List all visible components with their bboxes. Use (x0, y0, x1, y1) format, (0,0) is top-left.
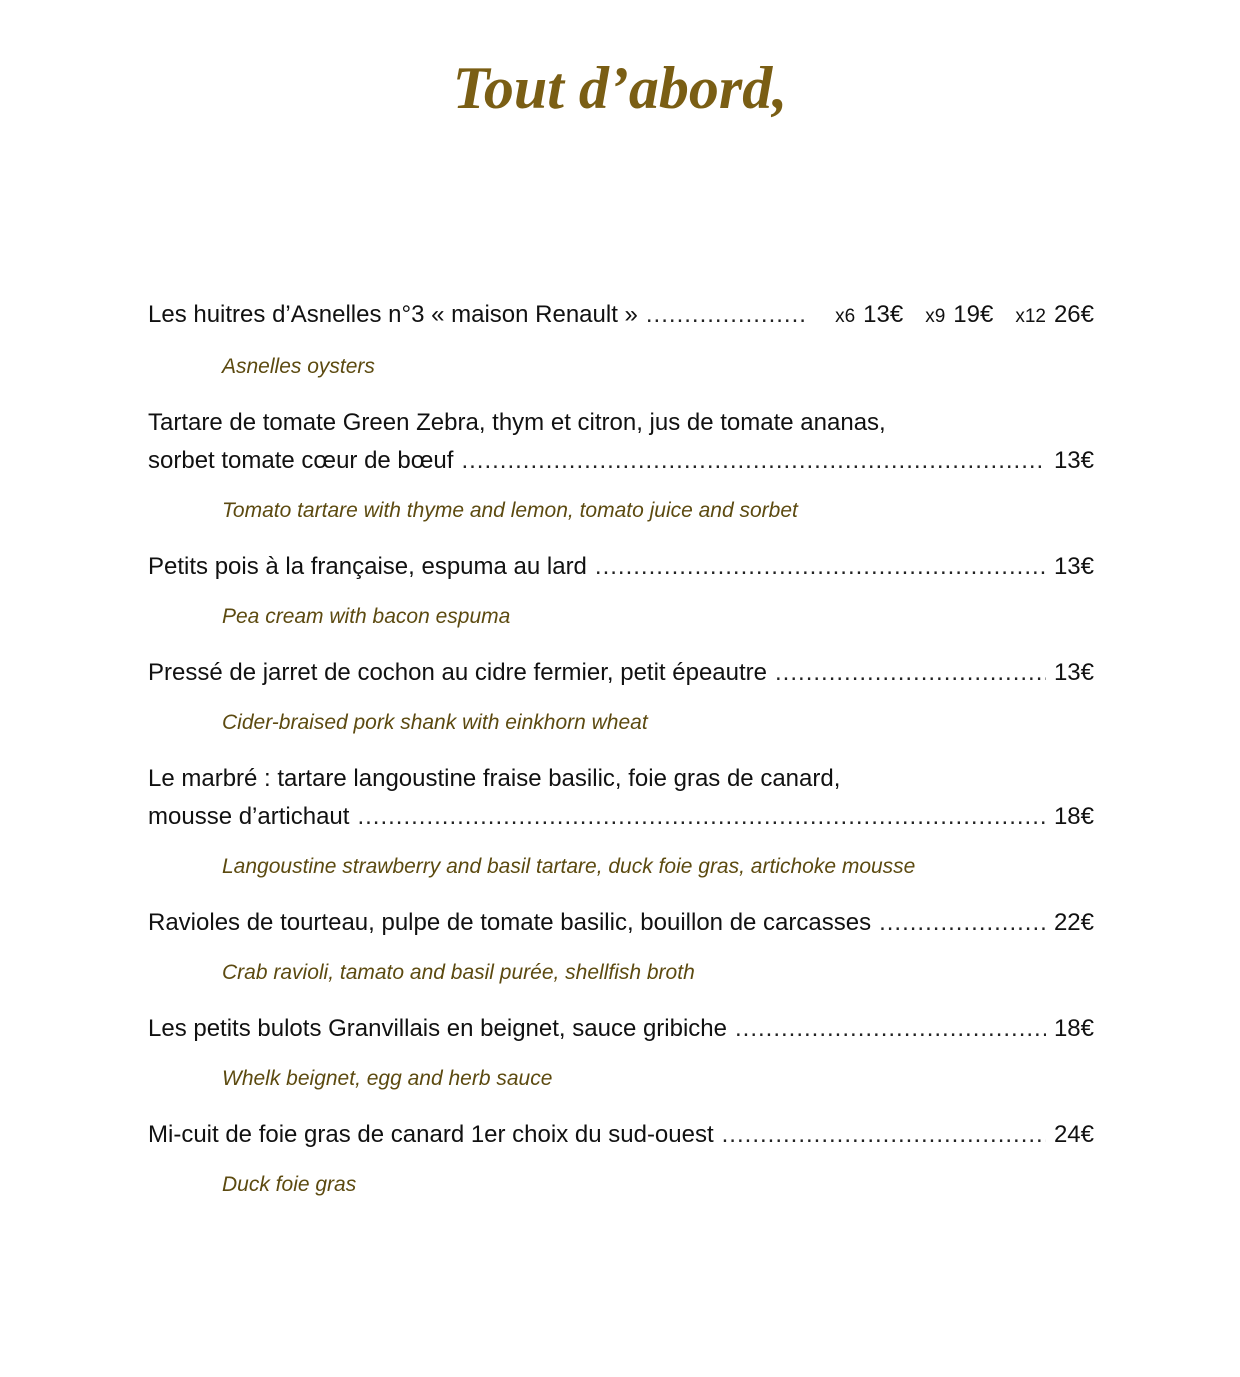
menu-item (148, 296, 1094, 382)
dish-name: Petits pois à la française, espuma au lard (148, 553, 587, 580)
menu-item-line (148, 442, 1094, 480)
menu-item (148, 548, 1094, 632)
menu-item-line (148, 654, 1094, 692)
dish-price: 13€ (863, 301, 904, 328)
dish-name: Les petits bulots Granvillais en beignet, sauce gribiche (148, 1015, 727, 1042)
menu-item (148, 1116, 1094, 1200)
dish-name: Ravioles de tourteau, pulpe de tomate basilic, bouillon de carcasses (148, 909, 872, 936)
dish-name: mousse d’artichaut (148, 803, 350, 830)
quantity-label: x6 (835, 306, 856, 327)
dish-translation: Tomato tartare with thyme and lemon, tomato juice and sorbet (222, 499, 798, 522)
dot-leader (722, 1116, 1046, 1154)
dot-leader (646, 296, 805, 334)
menu-item (148, 1010, 1094, 1094)
dish-name: Pressé de jarret de cochon au cidre fermier, petit épeautre (148, 659, 768, 686)
dish-translation: Duck foie gras (222, 1173, 357, 1196)
menu-item (148, 404, 1094, 526)
dot-leader (735, 1010, 1046, 1048)
dish-price: 18€ (1053, 803, 1094, 830)
dish-price: 13€ (1053, 659, 1094, 686)
menu-item-line (148, 1116, 1094, 1154)
menu-item-line (148, 904, 1094, 942)
quantity-label: x9 (925, 306, 946, 327)
dish-price: 13€ (1053, 447, 1094, 474)
menu-item-line (148, 296, 1094, 336)
dish-name-line-1: Tartare de tomate Green Zebra, thym et citron, jus de tomate ananas, (148, 409, 886, 436)
dish-price: 19€ (953, 301, 994, 328)
dish-price: 26€ (1053, 301, 1094, 328)
dot-leader (461, 442, 1046, 480)
menu-item (148, 654, 1094, 738)
dish-translation: Asnelles oysters (222, 355, 375, 378)
dish-name: Mi-cuit de foie gras de canard 1er choix du sud-ouest (148, 1121, 714, 1148)
menu-item-line (148, 1010, 1094, 1048)
page-title: Tout d’abord, (452, 55, 788, 121)
dot-leader (595, 548, 1046, 586)
dish-name: sorbet tomate cœur de bœuf (148, 447, 454, 474)
dish-translation: Whelk beignet, egg and herb sauce (222, 1067, 553, 1090)
menu-item-line (148, 798, 1094, 836)
quantity-label: x12 (1015, 306, 1046, 327)
menu-item-line (148, 548, 1094, 586)
price-option (835, 296, 903, 336)
menu-item (148, 904, 1094, 988)
dish-price: 18€ (1053, 1015, 1094, 1042)
dish-translation: Pea cream with bacon espuma (222, 605, 511, 628)
price-option (1015, 296, 1094, 336)
dish-translation: Cider-braised pork shank with einkhorn wheat (222, 711, 648, 734)
menu-list (148, 296, 1094, 1200)
dish-price: 22€ (1053, 909, 1094, 936)
price-option (925, 296, 993, 336)
menu-item (148, 760, 1094, 882)
dish-price: 13€ (1053, 553, 1094, 580)
dish-price: 24€ (1053, 1121, 1094, 1148)
dot-leader (879, 904, 1046, 942)
dish-translation: Crab ravioli, tamato and basil purée, shellfish broth (222, 961, 695, 984)
dot-leader (775, 654, 1046, 692)
dot-leader (357, 798, 1046, 836)
dish-translation: Langoustine strawberry and basil tartare, duck foie gras, artichoke mousse (222, 855, 916, 878)
dish-name: Les huitres d’Asnelles n°3 « maison Renault » (148, 301, 638, 328)
dish-name-line-1: Le marbré : tartare langoustine fraise basilic, foie gras de canard, (148, 765, 841, 792)
